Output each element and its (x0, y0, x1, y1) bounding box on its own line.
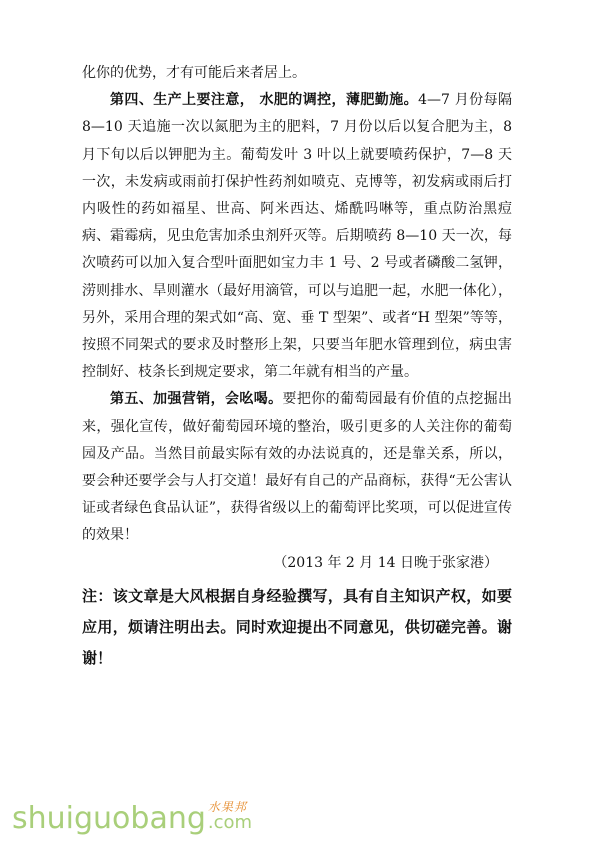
watermark-domain-suffix: .com (207, 812, 253, 833)
section-4-heading: 第四、生产上要注意， 水肥的调控，薄肥勤施。 (110, 92, 419, 109)
section-4-paragraph (82, 87, 512, 386)
section-5-heading: 第五、加强营销，会吆喝。 (110, 391, 283, 408)
section-5-paragraph (82, 386, 512, 549)
author-note: 注：该文章是大风根据自身经验撰写，具有自主知识产权，如要应用，烦请注明出去。同时欢迎提出不同意见，供切磋完善。谢谢！ (82, 586, 512, 667)
watermark-side (208, 801, 252, 832)
section-4-body: 4—7 月份每隔 8—10 天追施一次以氮肥为主的肥料，7 月份以后以复合肥为主，8 月下旬以后以钾肥为主。葡萄发叶 3 叶以上就要喷药保护，7—8 天一次，未发病或雨前打保护性药剂如喷克、克博等，初发病或雨后打内吸性的药如福星、世高、阿米西达、烯酰吗啉等，重点防治黑痘病、霜霉病，见虫危害加杀虫剂歼灭等。后期喷药 8—10 天一次，每次喷药可以加入复合型叶面肥如宝力丰 1 号、2 号或者磷酸二氢钾，涝则排水、旱则灌水（最好用滴管，可以与追肥一起，水肥一体化），另外，采用合理的架式如“高、宽、垂 T 型架”、或者“H 型架”等等，按照不同架式的要求及时整形上架，只要当年肥水管理到位，病虫害控制好、枝条长到规定要求，第二年就有相当的产量。 (82, 92, 512, 381)
site-watermark-logo (12, 794, 252, 834)
intro-paragraph: 化你的优势，才有可能后来者居上。 (82, 65, 306, 81)
watermark-chinese-text: 水果邦 (207, 800, 247, 814)
section-5-body: 要把你的葡萄园最有价值的点挖掘出来，强化宣传，做好葡萄园环境的整治，吸引更多的人关注你的葡萄园及产品。当然目前最实际有效的办法说真的，还是靠关系，所以，要会种还要学会与人打交道！最好有自己的产品商标，获得“无公害认证或者绿色食品认证”，获得省级以上的葡萄评比奖项，可以促进宣传的效果！ (82, 391, 513, 544)
watermark-main-text: shuiguobang (12, 801, 206, 836)
date-signature: （2013 年 2 月 14 日晚于张家港） (273, 554, 498, 571)
document-body (82, 60, 512, 674)
